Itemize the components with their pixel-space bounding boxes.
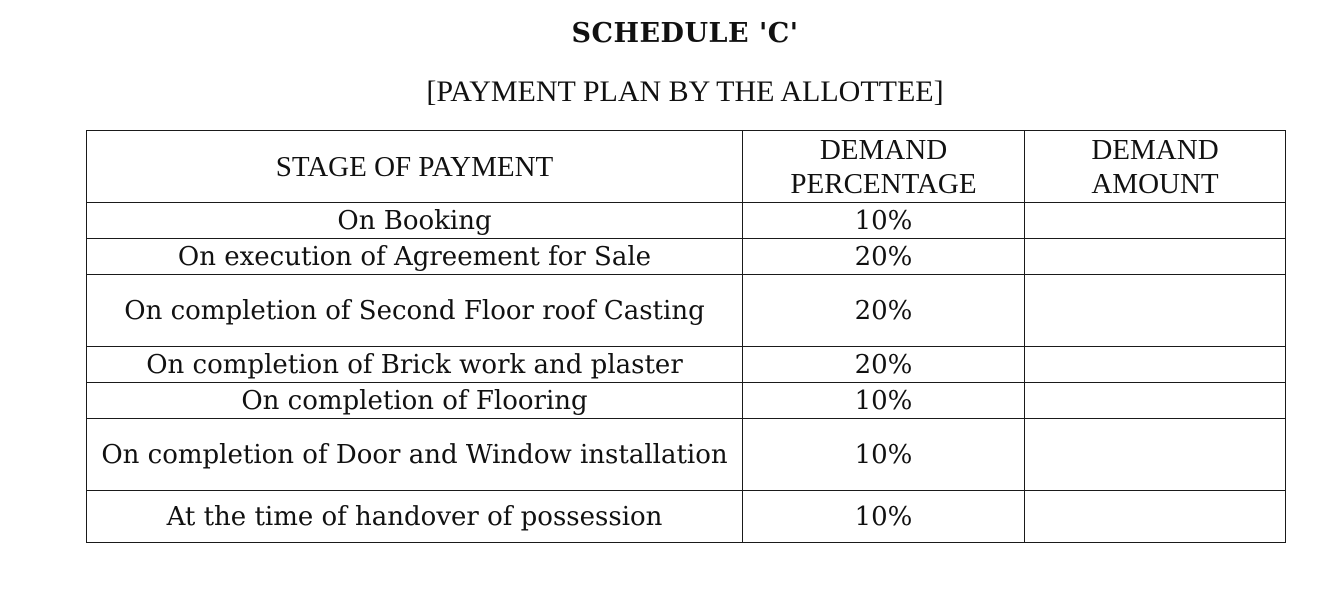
stage-cell: On completion of Flooring [87, 383, 743, 419]
payment-plan-table [86, 130, 1286, 543]
header-demand-amount: DEMAND AMOUNT [1025, 131, 1286, 203]
stage-cell: On completion of Brick work and plaster [87, 347, 743, 383]
amount-cell [1025, 419, 1286, 491]
table-header-row [87, 131, 1286, 203]
header-stage-of-payment: STAGE OF PAYMENT [87, 131, 743, 203]
stage-cell: At the time of handover of possession [87, 491, 743, 543]
percentage-cell: 20% [743, 347, 1025, 383]
table-row [87, 239, 1286, 275]
schedule-title: SCHEDULE 'C' [571, 18, 799, 49]
percentage-cell: 10% [743, 419, 1025, 491]
percentage-cell: 10% [743, 383, 1025, 419]
table-row [87, 203, 1286, 239]
amount-cell [1025, 347, 1286, 383]
percentage-cell: 10% [743, 203, 1025, 239]
percentage-cell: 20% [743, 239, 1025, 275]
payment-plan-subtitle: [PAYMENT PLAN BY THE ALLOTTEE] [426, 75, 944, 108]
table-row [87, 491, 1286, 543]
percentage-cell: 10% [743, 491, 1025, 543]
amount-cell [1025, 491, 1286, 543]
table-row [87, 419, 1286, 491]
amount-cell [1025, 383, 1286, 419]
stage-cell: On Booking [87, 203, 743, 239]
table-row [87, 275, 1286, 347]
table-row [87, 383, 1286, 419]
percentage-cell: 20% [743, 275, 1025, 347]
amount-cell [1025, 203, 1286, 239]
stage-cell: On completion of Door and Window installation [87, 419, 743, 491]
stage-cell: On completion of Second Floor roof Casting [87, 275, 743, 347]
table-row [87, 347, 1286, 383]
header-demand-percentage: DEMAND PERCENTAGE [743, 131, 1025, 203]
amount-cell [1025, 275, 1286, 347]
amount-cell [1025, 239, 1286, 275]
stage-cell: On execution of Agreement for Sale [87, 239, 743, 275]
